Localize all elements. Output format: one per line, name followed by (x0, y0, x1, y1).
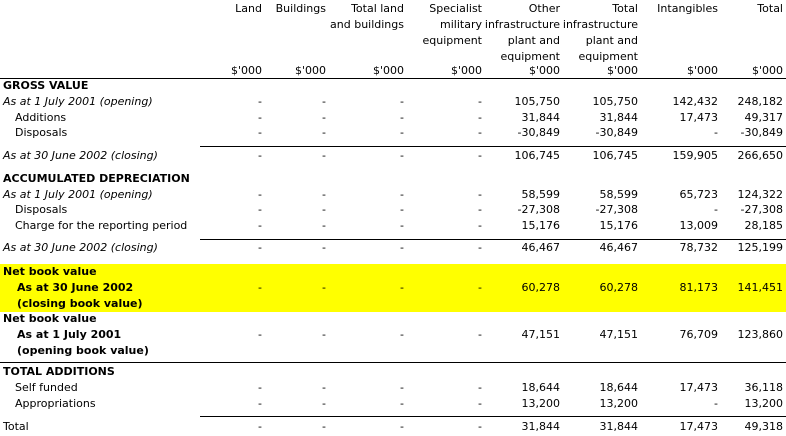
value-cell: 47,151 (599, 328, 638, 341)
value-cell: - (400, 149, 404, 162)
section-heading (0, 78, 786, 94)
row-sublabel: (opening book value) (17, 344, 149, 357)
column-header-line: equipment (500, 50, 560, 63)
value-cell: - (400, 111, 404, 124)
column-header-line: Buildings (275, 2, 326, 15)
value-cell: 31,844 (521, 111, 560, 124)
value-cell: 81,173 (679, 281, 718, 294)
column-header-line: Intangibles (657, 2, 718, 15)
value-cell: 65,723 (679, 188, 718, 201)
value-cell: - (478, 203, 482, 216)
value-cell: - (322, 241, 326, 254)
value-cell: - (400, 328, 404, 341)
table-row (0, 110, 786, 126)
row-sublabel: (closing book value) (17, 297, 143, 310)
row-label: Total (3, 420, 29, 433)
value-cell: -30,849 (595, 126, 638, 139)
column-unit: $'000 (372, 64, 404, 77)
value-cell: -27,308 (517, 203, 560, 216)
table-row (0, 240, 786, 256)
column-header-2 (236, 1, 326, 17)
value-cell: - (714, 126, 718, 139)
nbv-subtitle-row (0, 296, 786, 312)
value-cell: 31,844 (599, 420, 638, 433)
value-cell: -30,849 (740, 126, 783, 139)
value-cell: - (322, 149, 326, 162)
column-header-3 (314, 1, 404, 33)
value-cell: 141,451 (737, 281, 783, 294)
value-cell: - (400, 241, 404, 254)
value-cell: - (322, 126, 326, 139)
value-cell: 17,473 (679, 381, 718, 394)
value-cell: - (478, 328, 482, 341)
rule-line (200, 416, 786, 417)
section-label: GROSS VALUE (3, 79, 89, 92)
value-cell: - (258, 381, 262, 394)
column-header-line: infrastructure (484, 18, 560, 31)
value-cell: 76,709 (679, 328, 718, 341)
section-label: ACCUMULATED DEPRECIATION (3, 172, 190, 185)
column-header-line: Specialist (429, 2, 482, 15)
column-unit: $'000 (751, 64, 783, 77)
value-cell: - (478, 219, 482, 232)
value-cell: 31,844 (521, 420, 560, 433)
value-cell: - (258, 126, 262, 139)
value-cell: - (400, 420, 404, 433)
value-cell: - (258, 188, 262, 201)
value-cell: 13,009 (679, 219, 718, 232)
value-cell: - (258, 241, 262, 254)
value-cell: - (322, 95, 326, 108)
value-cell: 105,750 (514, 95, 560, 108)
row-label: As at 1 July 2001 (17, 328, 122, 341)
value-cell: - (258, 149, 262, 162)
table-row (0, 327, 786, 343)
value-cell: 18,644 (599, 381, 638, 394)
row-label: Charge for the reporting period (15, 219, 188, 232)
value-cell: 248,182 (737, 95, 783, 108)
section-heading (0, 171, 786, 187)
column-unit: $'000 (230, 64, 262, 77)
value-cell: - (478, 241, 482, 254)
row-label: As at 1 July 2001 (opening) (3, 188, 153, 201)
value-cell: - (258, 203, 262, 216)
value-cell: - (322, 203, 326, 216)
nbv-subtitle-row (0, 343, 786, 359)
rule-line (200, 146, 786, 147)
column-unit: $'000 (686, 64, 718, 77)
value-cell: - (322, 397, 326, 410)
value-cell: -30,849 (517, 126, 560, 139)
value-cell: - (258, 95, 262, 108)
value-cell: 15,176 (521, 219, 560, 232)
column-header-line: equipment (422, 34, 482, 47)
value-cell: 124,322 (737, 188, 783, 201)
value-cell: 125,199 (737, 241, 783, 254)
column-header-line: plant and (507, 34, 560, 47)
table-row (0, 125, 786, 141)
value-cell: 106,745 (514, 149, 560, 162)
table-row (0, 202, 786, 218)
column-header-line: Total (612, 2, 638, 15)
table-row (0, 419, 786, 435)
column-header-line: Total land (351, 2, 404, 15)
value-cell: - (400, 203, 404, 216)
value-cell: 13,200 (599, 397, 638, 410)
row-label: As at 30 June 2002 (closing) (3, 149, 158, 162)
table-row (0, 380, 786, 396)
row-label: Additions (15, 111, 67, 124)
value-cell: -27,308 (740, 203, 783, 216)
value-cell: 15,176 (599, 219, 638, 232)
value-cell: 36,118 (744, 381, 783, 394)
value-cell: 17,473 (679, 420, 718, 433)
column-header-5 (470, 1, 560, 65)
value-cell: 17,473 (679, 111, 718, 124)
value-cell: - (322, 328, 326, 341)
section-label: TOTAL ADDITIONS (3, 365, 115, 378)
value-cell: 58,599 (599, 188, 638, 201)
value-cell: 46,467 (521, 241, 560, 254)
value-cell: - (714, 397, 718, 410)
row-label: Appropriations (15, 397, 96, 410)
column-header-line: plant and (585, 34, 638, 47)
column-unit: $'000 (450, 64, 482, 77)
value-cell: - (400, 95, 404, 108)
column-header-4 (392, 1, 482, 49)
value-cell: 106,745 (592, 149, 638, 162)
value-cell: - (478, 281, 482, 294)
table-row (0, 148, 786, 164)
row-label: As at 30 June 2002 (closing) (3, 241, 158, 254)
value-cell: - (478, 381, 482, 394)
value-cell: - (400, 397, 404, 410)
value-cell: - (322, 281, 326, 294)
value-cell: 31,844 (599, 111, 638, 124)
column-header-8 (693, 1, 783, 17)
column-unit: $'000 (294, 64, 326, 77)
row-label: As at 30 June 2002 (17, 281, 134, 294)
column-header-line: equipment (578, 50, 638, 63)
value-cell: - (322, 219, 326, 232)
column-header-line: military (440, 18, 482, 31)
value-cell: - (478, 111, 482, 124)
column-unit: $'000 (606, 64, 638, 77)
column-header-line: infrastructure (562, 18, 638, 31)
value-cell: 142,432 (672, 95, 718, 108)
row-label: As at 1 July 2001 (opening) (3, 95, 153, 108)
value-cell: 28,185 (744, 219, 783, 232)
value-cell: 266,650 (737, 149, 783, 162)
value-cell: 13,200 (744, 397, 783, 410)
value-cell: - (400, 188, 404, 201)
section-heading (0, 364, 786, 380)
value-cell: - (322, 188, 326, 201)
value-cell: 105,750 (592, 95, 638, 108)
value-cell: - (322, 381, 326, 394)
value-cell: 47,151 (521, 328, 560, 341)
value-cell: - (322, 111, 326, 124)
value-cell: - (258, 281, 262, 294)
value-cell: - (714, 203, 718, 216)
value-cell: 159,905 (672, 149, 718, 162)
table-row (0, 187, 786, 203)
value-cell: - (258, 397, 262, 410)
value-cell: - (400, 381, 404, 394)
table-row (0, 94, 786, 110)
value-cell: - (478, 420, 482, 433)
nbv-title: Net book value (3, 265, 97, 278)
column-header-line: Other (528, 2, 560, 15)
value-cell: 49,317 (744, 111, 783, 124)
row-label: Disposals (15, 126, 68, 139)
column-header-line: Land (235, 2, 262, 15)
nbv-title-row (0, 264, 786, 280)
value-cell: - (478, 126, 482, 139)
value-cell: - (400, 219, 404, 232)
value-cell: 46,467 (599, 241, 638, 254)
column-header-line: and buildings (330, 18, 404, 31)
value-cell: - (400, 126, 404, 139)
column-unit: $'000 (528, 64, 560, 77)
rule-line (0, 362, 786, 363)
value-cell: - (258, 420, 262, 433)
value-cell: - (478, 397, 482, 410)
value-cell: - (478, 149, 482, 162)
row-label: Self funded (15, 381, 78, 394)
value-cell: -27,308 (595, 203, 638, 216)
value-cell: 60,278 (599, 281, 638, 294)
value-cell: 78,732 (679, 241, 718, 254)
value-cell: - (258, 328, 262, 341)
table-row (0, 218, 786, 234)
row-label: Disposals (15, 203, 68, 216)
value-cell: 123,860 (737, 328, 783, 341)
column-header-6 (548, 1, 638, 65)
value-cell: - (322, 420, 326, 433)
nbv-title: Net book value (3, 312, 97, 325)
value-cell: 18,644 (521, 381, 560, 394)
nbv-title-row (0, 311, 786, 327)
value-cell: - (478, 95, 482, 108)
value-cell: 49,318 (744, 420, 783, 433)
value-cell: - (478, 188, 482, 201)
value-cell: 13,200 (521, 397, 560, 410)
table-row (0, 280, 786, 296)
column-header-line: Total (757, 2, 783, 15)
value-cell: 60,278 (521, 281, 560, 294)
value-cell: - (258, 111, 262, 124)
value-cell: - (400, 281, 404, 294)
table-row (0, 396, 786, 412)
value-cell: - (258, 219, 262, 232)
value-cell: 58,599 (521, 188, 560, 201)
